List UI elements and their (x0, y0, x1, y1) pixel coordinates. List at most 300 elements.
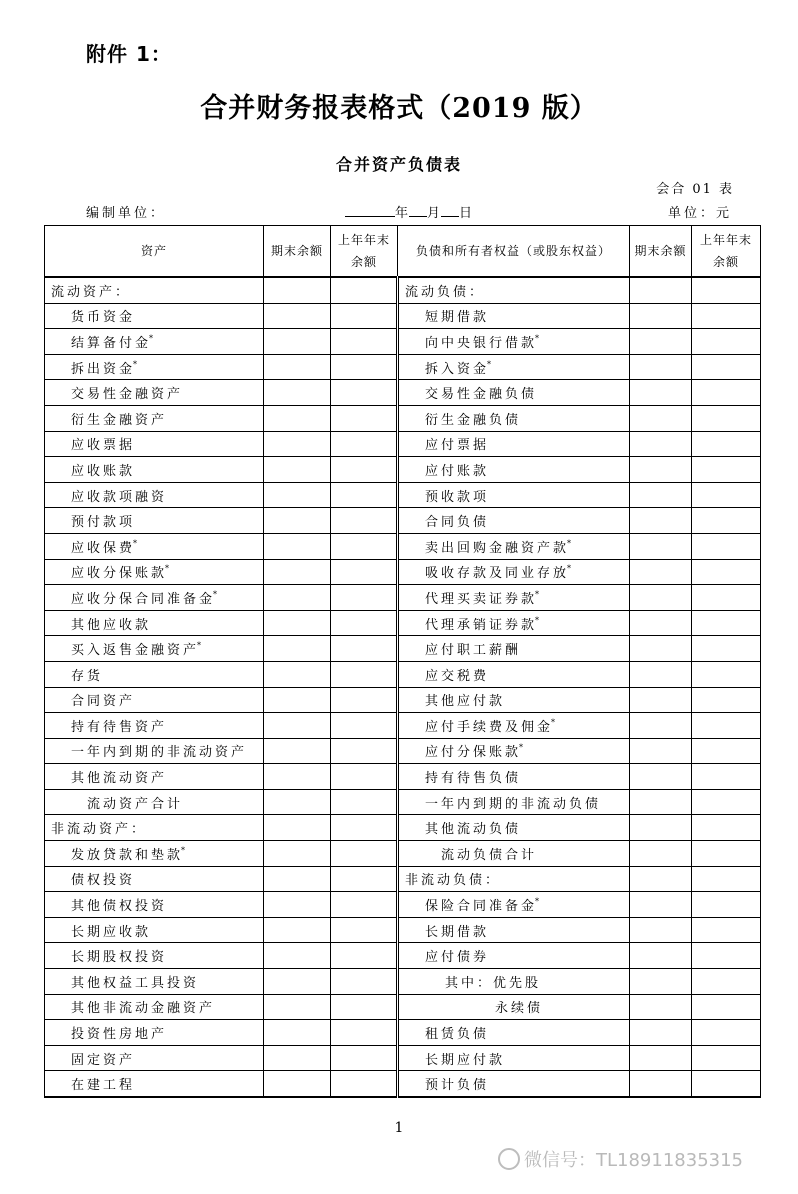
liability-item (398, 815, 630, 841)
asset-item-label: 发放贷款和垫款 (71, 847, 184, 863)
table-row (45, 636, 761, 662)
table-row (45, 815, 761, 841)
asset-end-balance-cell[interactable] (264, 1071, 331, 1097)
liability-item-label: 卖出回购金融资产款 (425, 540, 570, 556)
liability-item-label: 短期借款 (425, 310, 490, 326)
liability-end-balance-cell[interactable] (630, 687, 692, 713)
liability-item (398, 482, 630, 508)
asset-end-balance-cell[interactable] (264, 661, 331, 687)
liability-item-label: 应付票据 (425, 438, 490, 454)
asset-item-label: 应收款项融资 (71, 489, 168, 505)
asset-prior-balance-cell[interactable] (331, 533, 398, 559)
liability-item (398, 994, 630, 1020)
liability-prior-balance-cell[interactable] (692, 354, 761, 380)
asset-item (45, 405, 264, 431)
liability-item-label: 向中央银行借款 (425, 335, 538, 351)
header-prior-line1: 上年年末 (337, 233, 390, 247)
liability-end-balance-cell[interactable] (630, 559, 692, 585)
table-row (45, 943, 761, 969)
header-row (45, 226, 761, 278)
table-row (45, 559, 761, 585)
snowball-logo-icon (498, 1148, 520, 1170)
asset-item-label: 存货 (71, 668, 104, 684)
liability-item (398, 1071, 630, 1097)
month-blank (409, 204, 427, 217)
table-row (45, 764, 761, 790)
asset-item-label: 应收票据 (71, 438, 136, 454)
asset-prior-balance-cell[interactable] (331, 405, 398, 431)
asset-prior-balance-cell[interactable] (331, 892, 398, 918)
liability-end-balance-cell[interactable] (630, 508, 692, 534)
table-row (45, 1071, 761, 1097)
asset-item (45, 303, 264, 329)
asset-prior-balance-cell[interactable] (331, 559, 398, 585)
org-label: 编制单位： (86, 206, 167, 221)
asset-item (45, 713, 264, 739)
asset-end-balance-cell[interactable] (264, 789, 331, 815)
liability-item-label: 代理承销证券款 (425, 617, 538, 633)
asset-prior-balance-cell[interactable] (331, 585, 398, 611)
footnote-star: * (535, 615, 543, 625)
asset-end-balance-cell[interactable] (264, 457, 331, 483)
asset-prior-balance-cell[interactable] (331, 354, 398, 380)
asset-item (45, 661, 264, 687)
asset-item-label: 其他权益工具投资 (71, 975, 200, 991)
asset-item-label: 一年内到期的非流动资产 (71, 745, 248, 761)
liability-end-balance-cell[interactable] (630, 457, 692, 483)
footnote-star: * (165, 564, 173, 574)
liability-end-balance-cell[interactable] (630, 713, 692, 739)
header-liabilities: 负债和所有者权益（或股东权益） (398, 226, 630, 278)
asset-end-balance-cell[interactable] (264, 508, 331, 534)
main-title: 合并财务报表格式（2019 版） (200, 93, 598, 124)
liability-end-balance-cell[interactable] (630, 892, 692, 918)
liability-end-balance-cell[interactable] (630, 917, 692, 943)
liability-end-balance-cell[interactable] (630, 1045, 692, 1071)
report-date (345, 202, 473, 221)
day-label: 日 (459, 206, 474, 221)
asset-prior-balance-cell[interactable] (331, 482, 398, 508)
asset-end-balance-cell[interactable] (264, 687, 331, 713)
footnote-star: * (181, 845, 189, 855)
asset-item-label: 长期应收款 (71, 924, 152, 940)
liability-item (398, 303, 630, 329)
asset-item (45, 585, 264, 611)
table-row (45, 431, 761, 457)
liability-end-balance-cell[interactable] (630, 610, 692, 636)
liability-item-label: 非流动负债： (405, 873, 502, 889)
liability-item-label: 保险合同准备金 (425, 899, 538, 915)
liability-item-label: 应付账款 (425, 463, 490, 479)
table-row (45, 994, 761, 1020)
liability-item-label: 吸收存款及同业存放 (425, 566, 570, 582)
asset-item-label: 流动资产合计 (87, 796, 184, 812)
table-row (45, 917, 761, 943)
asset-item-label: 预付款项 (71, 515, 136, 531)
liability-prior-balance-cell[interactable] (692, 508, 761, 534)
liability-prior-balance-cell[interactable] (692, 559, 761, 585)
liability-item (398, 508, 630, 534)
liability-end-balance-cell[interactable] (630, 841, 692, 867)
asset-item-label: 持有待售资产 (71, 719, 168, 735)
asset-end-balance-cell[interactable] (264, 994, 331, 1020)
table-row (45, 1045, 761, 1071)
asset-prior-balance-cell[interactable] (331, 789, 398, 815)
liability-item-label: 长期应付款 (425, 1052, 506, 1068)
liability-prior-balance-cell[interactable] (692, 892, 761, 918)
asset-item (45, 1071, 264, 1097)
asset-item-label: 拆出资金 (71, 361, 136, 377)
asset-end-balance-cell[interactable] (264, 277, 331, 303)
asset-end-balance-cell[interactable] (264, 405, 331, 431)
table-row (45, 738, 761, 764)
asset-end-balance-cell[interactable] (264, 636, 331, 662)
liability-prior-balance-cell[interactable] (692, 841, 761, 867)
asset-item-label: 衍生金融资产 (71, 412, 168, 428)
liability-end-balance-cell[interactable] (630, 303, 692, 329)
asset-item-label: 债权投资 (71, 873, 136, 889)
header-asset: 资产 (45, 226, 264, 278)
asset-end-balance-cell[interactable] (264, 482, 331, 508)
asset-prior-balance-cell[interactable] (331, 841, 398, 867)
asset-item-label: 其他流动资产 (71, 771, 168, 787)
asset-end-balance-cell[interactable] (264, 917, 331, 943)
asset-item (45, 866, 264, 892)
liability-item-label: 一年内到期的非流动负债 (425, 796, 602, 812)
asset-item (45, 636, 264, 662)
liability-end-balance-cell[interactable] (630, 405, 692, 431)
liability-end-balance-cell[interactable] (630, 585, 692, 611)
liability-end-balance-cell[interactable] (630, 380, 692, 406)
liability-item-label: 持有待售负债 (425, 771, 522, 787)
liability-item (398, 405, 630, 431)
asset-item (45, 969, 264, 995)
asset-prior-balance-cell[interactable] (331, 815, 398, 841)
asset-prior-balance-cell[interactable] (331, 1020, 398, 1046)
liability-prior-balance-cell[interactable] (692, 585, 761, 611)
asset-prior-balance-cell[interactable] (331, 610, 398, 636)
asset-end-balance-cell[interactable] (264, 892, 331, 918)
liability-item-label: 合同负债 (425, 515, 490, 531)
liability-prior-balance-cell[interactable] (692, 789, 761, 815)
asset-end-balance-cell[interactable] (264, 533, 331, 559)
asset-end-balance-cell[interactable] (264, 841, 331, 867)
asset-prior-balance-cell[interactable] (331, 687, 398, 713)
asset-end-balance-cell[interactable] (264, 866, 331, 892)
asset-item (45, 892, 264, 918)
asset-prior-balance-cell[interactable] (331, 303, 398, 329)
liability-end-balance-cell[interactable] (630, 994, 692, 1020)
liability-prior-balance-cell[interactable] (692, 277, 761, 303)
liability-prior-balance-cell[interactable] (692, 1071, 761, 1097)
asset-end-balance-cell[interactable] (264, 764, 331, 790)
liability-item (398, 866, 630, 892)
liability-item-label: 应付手续费及佣金 (425, 719, 554, 735)
liability-item (398, 610, 630, 636)
table-row (45, 380, 761, 406)
liability-prior-balance-cell[interactable] (692, 687, 761, 713)
table-row (45, 533, 761, 559)
table-row (45, 687, 761, 713)
liability-prior-balance-cell[interactable] (692, 457, 761, 483)
liability-item-label: 永续债 (495, 1001, 544, 1017)
liability-prior-balance-cell[interactable] (692, 533, 761, 559)
liability-prior-balance-cell[interactable] (692, 1020, 761, 1046)
asset-prior-balance-cell[interactable] (331, 636, 398, 662)
footnote-star: * (535, 897, 543, 907)
header-prior2-line2: 余额 (712, 255, 739, 269)
liability-prior-balance-cell[interactable] (692, 713, 761, 739)
liability-prior-balance-cell[interactable] (692, 482, 761, 508)
liability-end-balance-cell[interactable] (630, 1020, 692, 1046)
liability-item (398, 969, 630, 995)
liability-prior-balance-cell[interactable] (692, 994, 761, 1020)
asset-prior-balance-cell[interactable] (331, 738, 398, 764)
asset-end-balance-cell[interactable] (264, 1020, 331, 1046)
asset-prior-balance-cell[interactable] (331, 277, 398, 303)
asset-end-balance-cell[interactable] (264, 969, 331, 995)
table-row (45, 661, 761, 687)
header-end-balance-2: 期末余额 (630, 226, 692, 278)
liability-prior-balance-cell[interactable] (692, 1045, 761, 1071)
liability-item (398, 533, 630, 559)
liability-end-balance-cell[interactable] (630, 943, 692, 969)
liability-item (398, 636, 630, 662)
asset-prior-balance-cell[interactable] (331, 943, 398, 969)
asset-prior-balance-cell[interactable] (331, 917, 398, 943)
asset-item-label: 其他非流动金融资产 (71, 1001, 216, 1017)
liability-item (398, 354, 630, 380)
asset-prior-balance-cell[interactable] (331, 713, 398, 739)
asset-prior-balance-cell[interactable] (331, 994, 398, 1020)
liability-end-balance-cell[interactable] (630, 533, 692, 559)
asset-item-label: 固定资产 (71, 1052, 136, 1068)
asset-item (45, 277, 264, 303)
asset-item (45, 354, 264, 380)
liability-end-balance-cell[interactable] (630, 482, 692, 508)
asset-prior-balance-cell[interactable] (331, 457, 398, 483)
asset-item-label: 买入返售金融资产 (71, 643, 200, 659)
table-row (45, 1020, 761, 1046)
footnote-star: * (133, 359, 141, 369)
asset-item (45, 610, 264, 636)
footnote-star: * (567, 564, 575, 574)
liability-prior-balance-cell[interactable] (692, 405, 761, 431)
year-label: 年 (395, 206, 410, 221)
asset-end-balance-cell[interactable] (264, 380, 331, 406)
asset-item (45, 841, 264, 867)
footnote-star: * (535, 589, 543, 599)
asset-item-label: 合同资产 (71, 694, 136, 710)
footnote-star: * (535, 333, 543, 343)
liability-item (398, 764, 630, 790)
liability-item-label: 应交税费 (425, 668, 490, 684)
asset-end-balance-cell[interactable] (264, 559, 331, 585)
header-prior-line2: 余额 (350, 255, 377, 269)
asset-item (45, 943, 264, 969)
asset-item-label: 投资性房地产 (71, 1027, 168, 1043)
balance-sheet-table (44, 225, 761, 1098)
asset-item (45, 917, 264, 943)
asset-item (45, 457, 264, 483)
liability-item (398, 559, 630, 585)
liability-prior-balance-cell[interactable] (692, 380, 761, 406)
table-row (45, 789, 761, 815)
asset-item (45, 431, 264, 457)
asset-end-balance-cell[interactable] (264, 610, 331, 636)
footnote-star: * (133, 538, 141, 548)
month-label: 月 (427, 206, 442, 221)
asset-end-balance-cell[interactable] (264, 1045, 331, 1071)
asset-prior-balance-cell[interactable] (331, 1045, 398, 1071)
table-row (45, 610, 761, 636)
asset-item-label: 流动资产： (51, 284, 132, 300)
asset-prior-balance-cell[interactable] (331, 764, 398, 790)
liability-prior-balance-cell[interactable] (692, 815, 761, 841)
asset-item-label: 结算备付金 (71, 335, 152, 351)
liability-end-balance-cell[interactable] (630, 789, 692, 815)
unit-label: 单位：元 (667, 206, 732, 221)
asset-end-balance-cell[interactable] (264, 738, 331, 764)
footnote-star: * (487, 359, 495, 369)
liability-prior-balance-cell[interactable] (692, 661, 761, 687)
footnote-star: * (551, 717, 559, 727)
asset-item-label: 其他债权投资 (71, 899, 168, 915)
liability-prior-balance-cell[interactable] (692, 866, 761, 892)
liability-item-label: 其他流动负债 (425, 822, 522, 838)
table-row (45, 508, 761, 534)
asset-end-balance-cell[interactable] (264, 815, 331, 841)
liability-item (398, 789, 630, 815)
liability-item (398, 585, 630, 611)
asset-item-label: 应收保费 (71, 540, 136, 556)
liability-item (398, 661, 630, 687)
liability-end-balance-cell[interactable] (630, 764, 692, 790)
liability-item (398, 380, 630, 406)
asset-item-label: 其他应收款 (71, 617, 152, 633)
asset-prior-balance-cell[interactable] (331, 661, 398, 687)
table-row (45, 354, 761, 380)
asset-item (45, 329, 264, 355)
asset-end-balance-cell[interactable] (264, 329, 331, 355)
liability-prior-balance-cell[interactable] (692, 636, 761, 662)
asset-item-label: 长期股权投资 (71, 950, 168, 966)
table-row (45, 457, 761, 483)
asset-item-label: 应收分保合同准备金 (71, 591, 216, 607)
asset-prior-balance-cell[interactable] (331, 1071, 398, 1097)
header-prior2-line1: 上年年末 (699, 233, 752, 247)
asset-item-label: 非流动资产： (51, 822, 148, 838)
asset-item (45, 687, 264, 713)
table-row (45, 303, 761, 329)
liability-item-label: 流动负债合计 (441, 847, 538, 863)
asset-end-balance-cell[interactable] (264, 431, 331, 457)
liability-end-balance-cell[interactable] (630, 661, 692, 687)
asset-prior-balance-cell[interactable] (331, 329, 398, 355)
liability-prior-balance-cell[interactable] (692, 943, 761, 969)
asset-item (45, 1020, 264, 1046)
liability-end-balance-cell[interactable] (630, 354, 692, 380)
liability-end-balance-cell[interactable] (630, 866, 692, 892)
footnote-star: * (567, 538, 575, 548)
asset-end-balance-cell[interactable] (264, 943, 331, 969)
asset-prior-balance-cell[interactable] (331, 380, 398, 406)
asset-item-label: 货币资金 (71, 310, 136, 326)
table-row (45, 405, 761, 431)
liability-prior-balance-cell[interactable] (692, 303, 761, 329)
asset-item (45, 559, 264, 585)
liability-end-balance-cell[interactable] (630, 329, 692, 355)
liability-end-balance-cell[interactable] (630, 431, 692, 457)
liability-item-label: 流动负债： (405, 284, 486, 300)
liability-end-balance-cell[interactable] (630, 636, 692, 662)
liability-prior-balance-cell[interactable] (692, 764, 761, 790)
liability-end-balance-cell[interactable] (630, 738, 692, 764)
asset-end-balance-cell[interactable] (264, 354, 331, 380)
asset-end-balance-cell[interactable] (264, 585, 331, 611)
asset-item (45, 789, 264, 815)
liability-prior-balance-cell[interactable] (692, 917, 761, 943)
liability-item-label: 预计负债 (425, 1078, 490, 1094)
footnote-star: * (519, 743, 527, 753)
liability-item (398, 687, 630, 713)
liability-item (398, 713, 630, 739)
liability-item-label: 应付分保账款 (425, 745, 522, 761)
table-row (45, 892, 761, 918)
header-prior-year (331, 226, 398, 278)
asset-prior-balance-cell[interactable] (331, 508, 398, 534)
asset-item (45, 380, 264, 406)
header-prior-year-2 (692, 226, 761, 278)
liability-end-balance-cell[interactable] (630, 815, 692, 841)
liability-prior-balance-cell[interactable] (692, 969, 761, 995)
liability-end-balance-cell[interactable] (630, 277, 692, 303)
asset-item (45, 764, 264, 790)
liability-prior-balance-cell[interactable] (692, 431, 761, 457)
liability-item (398, 277, 630, 303)
asset-prior-balance-cell[interactable] (331, 969, 398, 995)
footnote-star: * (213, 589, 221, 599)
year-blank (345, 204, 395, 217)
liability-prior-balance-cell[interactable] (692, 738, 761, 764)
liability-end-balance-cell[interactable] (630, 969, 692, 995)
liability-item-label: 拆入资金 (425, 361, 490, 377)
asset-end-balance-cell[interactable] (264, 303, 331, 329)
table-row (45, 841, 761, 867)
asset-prior-balance-cell[interactable] (331, 431, 398, 457)
liability-item (398, 457, 630, 483)
liability-prior-balance-cell[interactable] (692, 610, 761, 636)
attachment-label: 附件 1： (86, 42, 172, 66)
liability-item-label: 交易性金融负债 (425, 387, 538, 403)
liability-item-label: 长期借款 (425, 924, 490, 940)
asset-prior-balance-cell[interactable] (331, 866, 398, 892)
liability-item (398, 943, 630, 969)
form-code: 会合 01 表 (656, 182, 734, 197)
asset-item-label: 应收账款 (71, 463, 136, 479)
watermark (498, 1146, 743, 1172)
table-row (45, 482, 761, 508)
liability-end-balance-cell[interactable] (630, 1071, 692, 1097)
asset-item (45, 482, 264, 508)
liability-item (398, 1020, 630, 1046)
watermark-text: 微信号：TL18911835315 (524, 1150, 743, 1171)
asset-end-balance-cell[interactable] (264, 713, 331, 739)
liability-item-label: 应付债券 (425, 950, 490, 966)
liability-item (398, 738, 630, 764)
table-row (45, 866, 761, 892)
liability-prior-balance-cell[interactable] (692, 329, 761, 355)
